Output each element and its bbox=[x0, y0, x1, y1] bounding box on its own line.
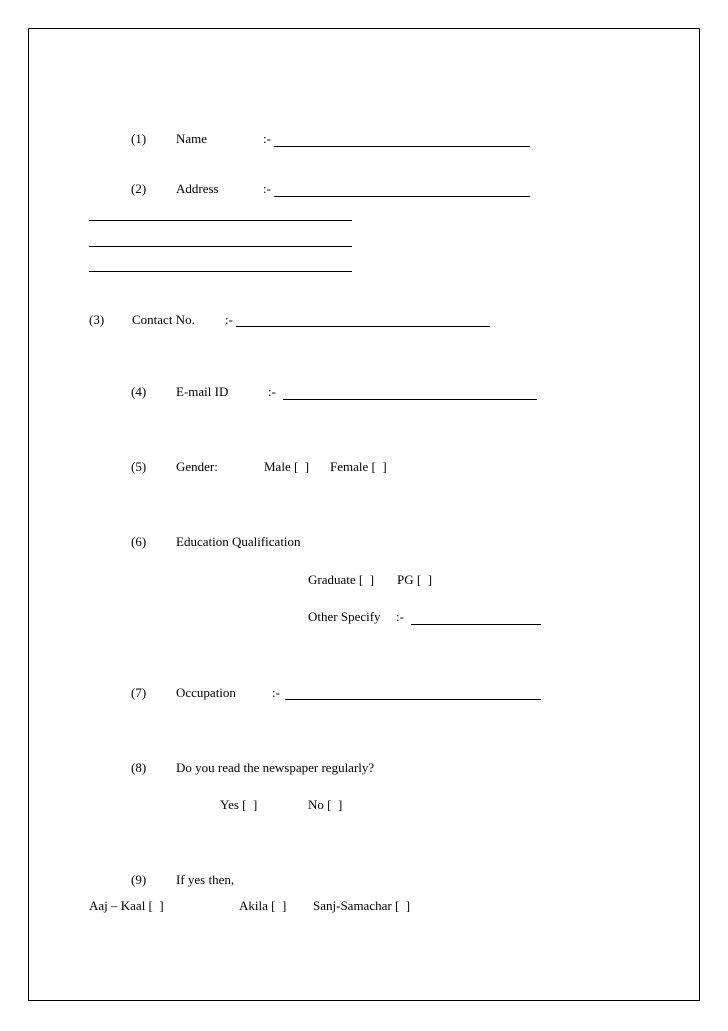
q9-number: (9) bbox=[131, 872, 147, 887]
address-field-line-4[interactable] bbox=[89, 271, 352, 272]
paper-sanj-samachar-checkbox[interactable]: Sanj-Samachar [ ] bbox=[313, 898, 411, 913]
education-other-separator: :- bbox=[396, 609, 404, 624]
q5-number: (5) bbox=[131, 459, 147, 474]
paper-aaj-kaal-checkbox[interactable]: Aaj – Kaal [ ] bbox=[89, 898, 164, 913]
education-label: Education Qualification bbox=[176, 534, 301, 549]
name-separator: :- bbox=[263, 131, 271, 146]
address-field-line-3[interactable] bbox=[89, 246, 352, 247]
address-field-line-1[interactable] bbox=[274, 196, 530, 197]
gender-female-checkbox[interactable]: Female [ ] bbox=[330, 459, 387, 474]
q3-number: (3) bbox=[89, 312, 105, 327]
education-graduate-checkbox[interactable]: Graduate [ ] bbox=[308, 572, 375, 587]
q4-number: (4) bbox=[131, 384, 147, 399]
email-separator: :- bbox=[268, 384, 276, 399]
contact-separator: :- bbox=[225, 312, 233, 327]
email-label: E-mail ID bbox=[176, 384, 229, 399]
address-separator: :- bbox=[263, 181, 271, 196]
education-other-label: Other Specify bbox=[308, 609, 381, 624]
occupation-separator: :- bbox=[272, 685, 280, 700]
q6-number: (6) bbox=[131, 534, 147, 549]
newspaper-no-checkbox[interactable]: No [ ] bbox=[308, 797, 343, 812]
contact-label: Contact No. bbox=[132, 312, 195, 327]
q7-number: (7) bbox=[131, 685, 147, 700]
name-field[interactable] bbox=[274, 146, 530, 147]
occupation-field[interactable] bbox=[285, 699, 541, 700]
occupation-label: Occupation bbox=[176, 685, 236, 700]
newspaper-question: Do you read the newspaper regularly? bbox=[176, 760, 375, 775]
newspaper-yes-checkbox[interactable]: Yes [ ] bbox=[220, 797, 258, 812]
gender-male-checkbox[interactable]: Male [ ] bbox=[264, 459, 310, 474]
q2-number: (2) bbox=[131, 181, 147, 196]
address-label: Address bbox=[176, 181, 219, 196]
address-field-line-2[interactable] bbox=[89, 220, 352, 221]
page-border bbox=[28, 28, 700, 1001]
q8-number: (8) bbox=[131, 760, 147, 775]
education-pg-checkbox[interactable]: PG [ ] bbox=[397, 572, 433, 587]
education-other-field[interactable] bbox=[411, 624, 541, 625]
paper-akila-checkbox[interactable]: Akila [ ] bbox=[239, 898, 287, 913]
contact-field[interactable] bbox=[236, 326, 490, 327]
if-yes-label: If yes then, bbox=[176, 872, 235, 887]
email-field[interactable] bbox=[283, 399, 537, 400]
name-label: Name bbox=[176, 131, 208, 146]
q1-number: (1) bbox=[131, 131, 147, 146]
gender-label: Gender: bbox=[176, 459, 218, 474]
